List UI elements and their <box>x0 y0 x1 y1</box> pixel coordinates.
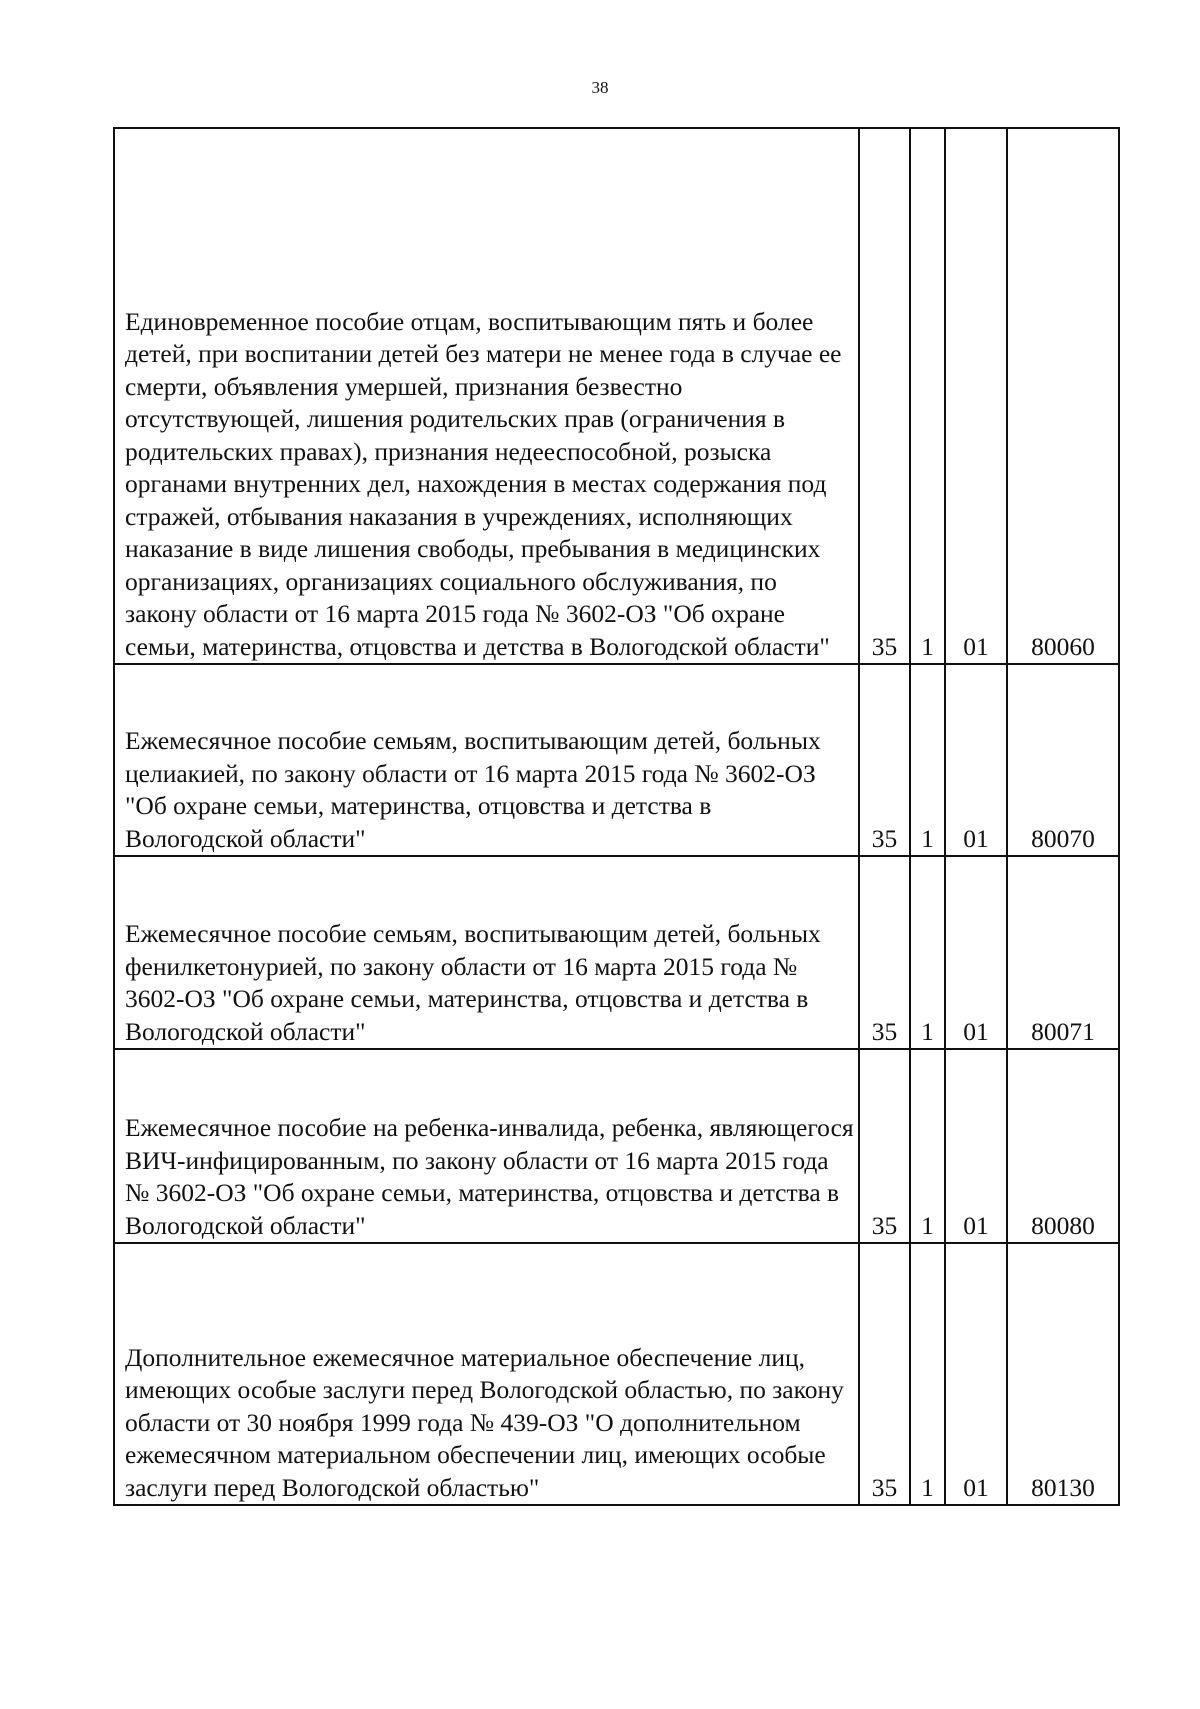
table-row <box>114 1049 1119 1243</box>
page-number: 38 <box>591 78 609 97</box>
row-description: Единовременное пособие отцам, воспитывающим пять и более детей, при воспитании детей без матери не менее года в случае ее смерти, объявления умершей, признания безвестно отсутствующей, лишения родительских прав (ограничения в родительских правах), признания недееспособной, розыска органами внутренних дел, нахождения в местах содержания под стражей, отбывания наказания в учреждениях, исполняющих наказание в виде лишения свободы, пребывания в медицинских организациях, организациях социального обслуживания, по закону области от 16 марта 2015 года № 3602-ОЗ "Об охране семьи, материнства, отцовства и детства в Вологодской области" <box>114 128 859 664</box>
code-column-2: 1 <box>910 856 945 1049</box>
code-column-4: 80060 <box>1007 128 1119 664</box>
table-row <box>114 664 1119 856</box>
code-column-2: 1 <box>910 1243 945 1505</box>
code-column-1: 35 <box>859 856 910 1049</box>
code-column-2: 1 <box>910 128 945 664</box>
code-column-2: 1 <box>910 664 945 856</box>
code-column-2: 1 <box>910 1049 945 1243</box>
code-column-4: 80130 <box>1007 1243 1119 1505</box>
table-row <box>114 856 1119 1049</box>
code-column-3: 01 <box>945 856 1007 1049</box>
row-description: Дополнительное ежемесячное материальное обеспечение лиц, имеющих особые заслуги перед Вологодской областью, по закону области от 30 ноября 1999 года № 439-ОЗ "О дополнительном ежемесячном материальном обеспечении лиц, имеющих особые заслуги перед Вологодской областью" <box>114 1243 859 1505</box>
code-column-3: 01 <box>945 1049 1007 1243</box>
table-row <box>114 128 1119 664</box>
table-row <box>114 1243 1119 1505</box>
code-column-1: 35 <box>859 664 910 856</box>
code-column-4: 80071 <box>1007 856 1119 1049</box>
code-column-4: 80080 <box>1007 1049 1119 1243</box>
code-column-3: 01 <box>945 128 1007 664</box>
row-description: Ежемесячное пособие на ребенка-инвалида, ребенка, являющегося ВИЧ-инфицированным, по закону области от 16 марта 2015 года № 3602-ОЗ "Об охране семьи, материнства, отцовства и детства в Вологодской области" <box>114 1049 859 1243</box>
code-column-1: 35 <box>859 1049 910 1243</box>
code-column-3: 01 <box>945 664 1007 856</box>
code-column-1: 35 <box>859 1243 910 1505</box>
code-column-1: 35 <box>859 128 910 664</box>
code-column-4: 80070 <box>1007 664 1119 856</box>
row-description: Ежемесячное пособие семьям, воспитывающим детей, больных фенилкетонурией, по закону области от 16 марта 2015 года № 3602-ОЗ "Об охране семьи, материнства, отцовства и детства в Вологодской области" <box>114 856 859 1049</box>
code-column-3: 01 <box>945 1243 1007 1505</box>
row-description: Ежемесячное пособие семьям, воспитывающим детей, больных целиакией, по закону области от 16 марта 2015 года № 3602-ОЗ "Об охране семьи, материнства, отцовства и детства в Вологодской области" <box>114 664 859 856</box>
budget-table <box>113 127 1120 1506</box>
